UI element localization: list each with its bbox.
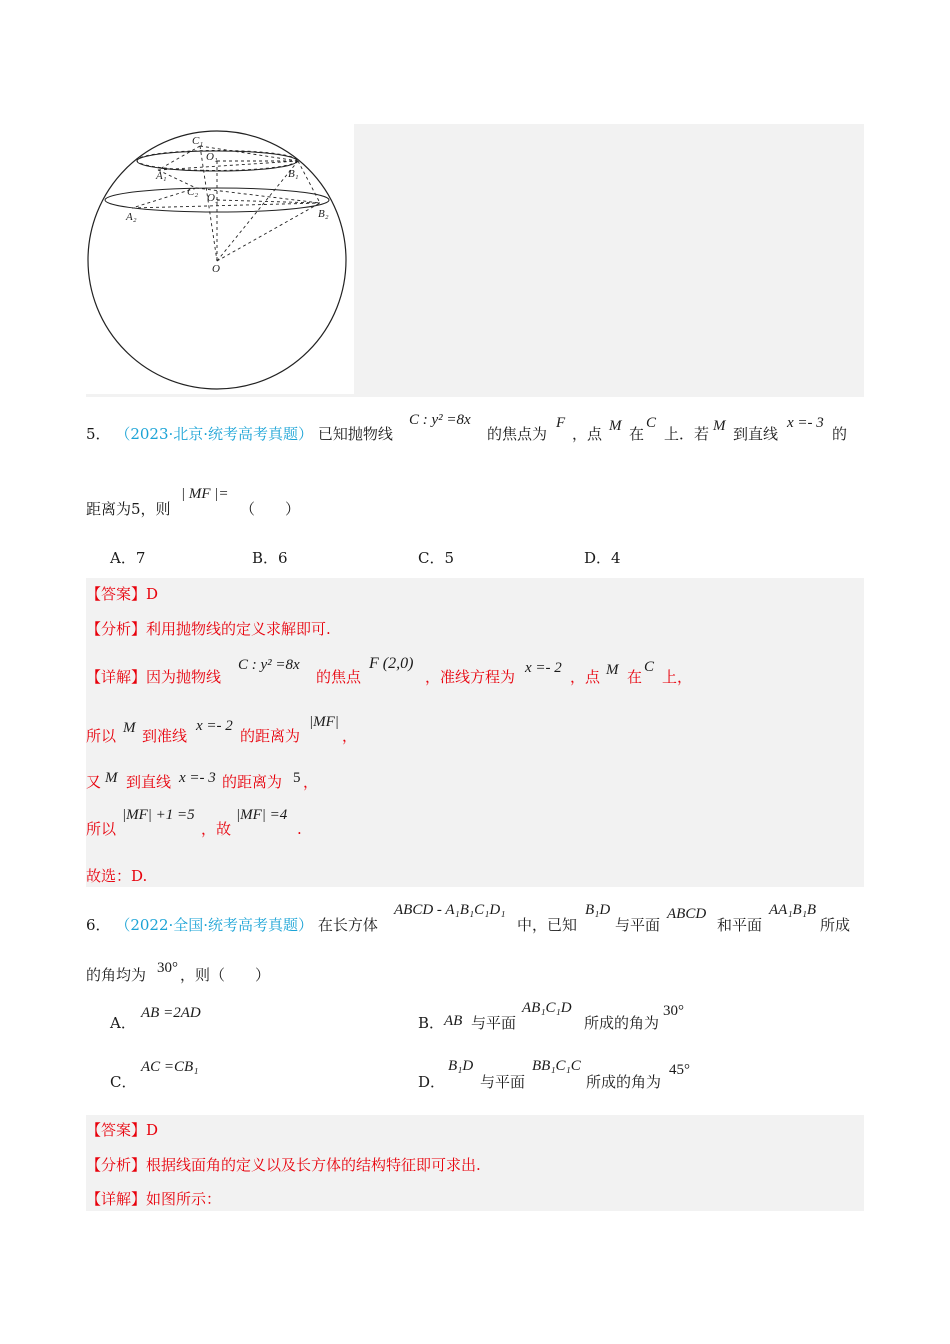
q5-line2: 距离为5，则	[86, 500, 171, 518]
q6-optD-label: D．	[418, 1073, 446, 1091]
label-a1: A₁	[156, 170, 167, 182]
q5-text6: 到直线	[733, 425, 779, 443]
q5-text: 已知抛物线	[317, 425, 393, 443]
q6-t6: 的角均为	[86, 966, 147, 984]
a5-d3eq: x =- 3	[179, 770, 216, 786]
a5-d4b: ，故	[201, 820, 232, 838]
a6-detail	[86, 1189, 221, 1209]
q5-option-b: B．6	[252, 549, 288, 567]
a6-detail-text: 如图所示：	[146, 1190, 222, 1208]
a5-d2M: M	[123, 720, 136, 736]
a5-d3v: 5	[293, 770, 301, 786]
a5-answer-tag: 【答案】	[86, 585, 147, 603]
q5-option-d: D．4	[584, 549, 621, 567]
sphere-diagram	[86, 124, 354, 394]
q6-t5: 所成	[820, 916, 851, 934]
a5-analysis-text: 利用抛物线的定义求解即可.	[146, 620, 331, 638]
q5-mf: | MF |=	[181, 486, 229, 502]
a5-detail-tag: 【详解】	[86, 668, 147, 686]
a6-analysis-tag: 【分析】	[86, 1156, 147, 1174]
q6-abcd: ABCD	[667, 906, 707, 922]
label-c1: C₁	[192, 135, 204, 147]
a5-d3d: ，	[303, 773, 319, 791]
a5-d1b: 的焦点	[316, 668, 362, 686]
q6-t4: 和平面	[717, 916, 763, 934]
q5-text7: 的	[832, 425, 848, 443]
a5-d1a: 因为抛物线	[146, 668, 222, 686]
label-o1: O₁	[206, 151, 218, 163]
q6-optB-plane: AB₁C₁D	[522, 1000, 572, 1016]
q6-optB-t: 与平面	[471, 1014, 517, 1032]
q5-paren: （ ）	[240, 500, 301, 518]
a5-detail-line1	[86, 667, 221, 687]
a5-d4eq2: |MF| =4	[236, 807, 288, 823]
a5-d1eq2: x =- 2	[525, 660, 562, 676]
q5-M2: M	[713, 418, 726, 434]
a5-d4eq: |MF| +1 =5	[122, 807, 195, 823]
q6-optD-plane: BB₁C₁C	[532, 1058, 581, 1074]
a5-d2mf: |MF|	[309, 714, 339, 730]
q6-optC-label: C．	[110, 1073, 137, 1091]
q5-text5: 上．若	[664, 425, 710, 443]
q6-optC: AC =CB₁	[141, 1059, 199, 1075]
q6-optB-t2: 所成的角为	[584, 1014, 660, 1032]
a5-d2eq: x =- 2	[196, 718, 233, 734]
q6-t2: 中，已知	[517, 916, 578, 934]
q6-optD-b1d: B₁D	[448, 1058, 474, 1074]
label-c2: C₂	[187, 186, 199, 198]
q6-optD-t2: 所成的角为	[586, 1073, 662, 1091]
q5-source: （2023·北京·统考高考真题）	[115, 425, 314, 443]
q6-source: （2022·全国·统考高考真题）	[115, 916, 314, 934]
a6-analysis-text: 根据线面角的定义以及长方体的结构特征即可求出.	[146, 1156, 481, 1174]
q6-t7: ，则（ ）	[180, 966, 271, 984]
a5-d1d: ，点	[570, 668, 601, 686]
q5-text2: 的焦点为	[487, 425, 548, 443]
a5-analysis-tag: 【分析】	[86, 620, 147, 638]
q6-optB-angle: 30°	[663, 1003, 684, 1019]
a5-d1f2: 上，	[662, 668, 693, 686]
a5-d3c: 的距离为	[222, 773, 283, 791]
q5-line1	[86, 424, 393, 444]
q6-t1: 在长方体	[317, 916, 378, 934]
a6-answer	[86, 1120, 158, 1140]
a5-d2c: 的距离为	[240, 727, 301, 745]
a5-d2d: ，	[342, 727, 358, 745]
a5-d4c: .	[297, 820, 302, 838]
label-a2: A₂	[126, 211, 137, 223]
a6-analysis	[86, 1155, 481, 1175]
label-o2: O₂	[207, 192, 219, 204]
label-b2: B₂	[318, 208, 329, 220]
a5-d5: 故选：D.	[86, 867, 148, 885]
q6-optB-ab: AB	[444, 1013, 463, 1029]
q6-optA: AB =2AD	[141, 1005, 201, 1021]
q6-number: 6．	[86, 916, 111, 934]
a5-d3a: 又	[86, 773, 102, 791]
a5-d3M: M	[105, 770, 118, 786]
q5-option-c: C．5	[418, 549, 455, 567]
q6-t3: 与平面	[615, 916, 661, 934]
a5-d1C: C	[644, 659, 655, 675]
a5-d1f: F (2,0)	[369, 655, 414, 672]
a5-d1c: ，准线方程为	[425, 668, 516, 686]
a5-answer-value: D	[146, 585, 159, 603]
q5-text4: 在	[629, 425, 645, 443]
q5-option-a: A．7	[110, 549, 146, 567]
q6-optA-label: A．	[110, 1014, 136, 1032]
a5-analysis	[86, 619, 331, 639]
label-o: O	[212, 263, 220, 275]
q5-number: 5．	[86, 425, 111, 443]
q6-optB-label: B．	[418, 1014, 445, 1032]
q5-F: F	[556, 415, 566, 431]
a5-d2b: 到准线	[142, 727, 188, 745]
a6-answer-value: D	[146, 1121, 159, 1139]
q6-optD-angle: 45°	[669, 1062, 690, 1078]
a6-answer-tag: 【答案】	[86, 1121, 147, 1139]
q6-line1	[86, 915, 378, 935]
q6-optD-t: 与平面	[480, 1073, 526, 1091]
q6-b1d: B₁D	[585, 902, 611, 918]
q5-text3: ，点	[572, 425, 603, 443]
q5-parabola: C : y² =8x	[409, 412, 471, 428]
label-b1: B₁	[288, 168, 299, 180]
q6-box: ABCD - A₁B₁C₁D₁	[394, 902, 506, 918]
a5-d3b: 到直线	[126, 773, 172, 791]
a5-d1e: 在	[627, 668, 643, 686]
q5-M: M	[609, 418, 622, 434]
a5-d1eq: C : y² =8x	[238, 657, 300, 673]
a5-d4a: 所以	[86, 820, 117, 838]
q5-line-eq: x =- 3	[787, 415, 824, 431]
q6-angle: 30°	[157, 960, 178, 976]
a6-detail-tag: 【详解】	[86, 1190, 147, 1208]
q5-C: C	[646, 415, 657, 431]
q6-aa1b1b: AA₁B₁B	[769, 902, 817, 918]
a5-d2a: 所以	[86, 727, 117, 745]
a5-answer	[86, 584, 158, 604]
sphere-figure	[86, 124, 354, 394]
a5-d1M: M	[606, 662, 619, 678]
